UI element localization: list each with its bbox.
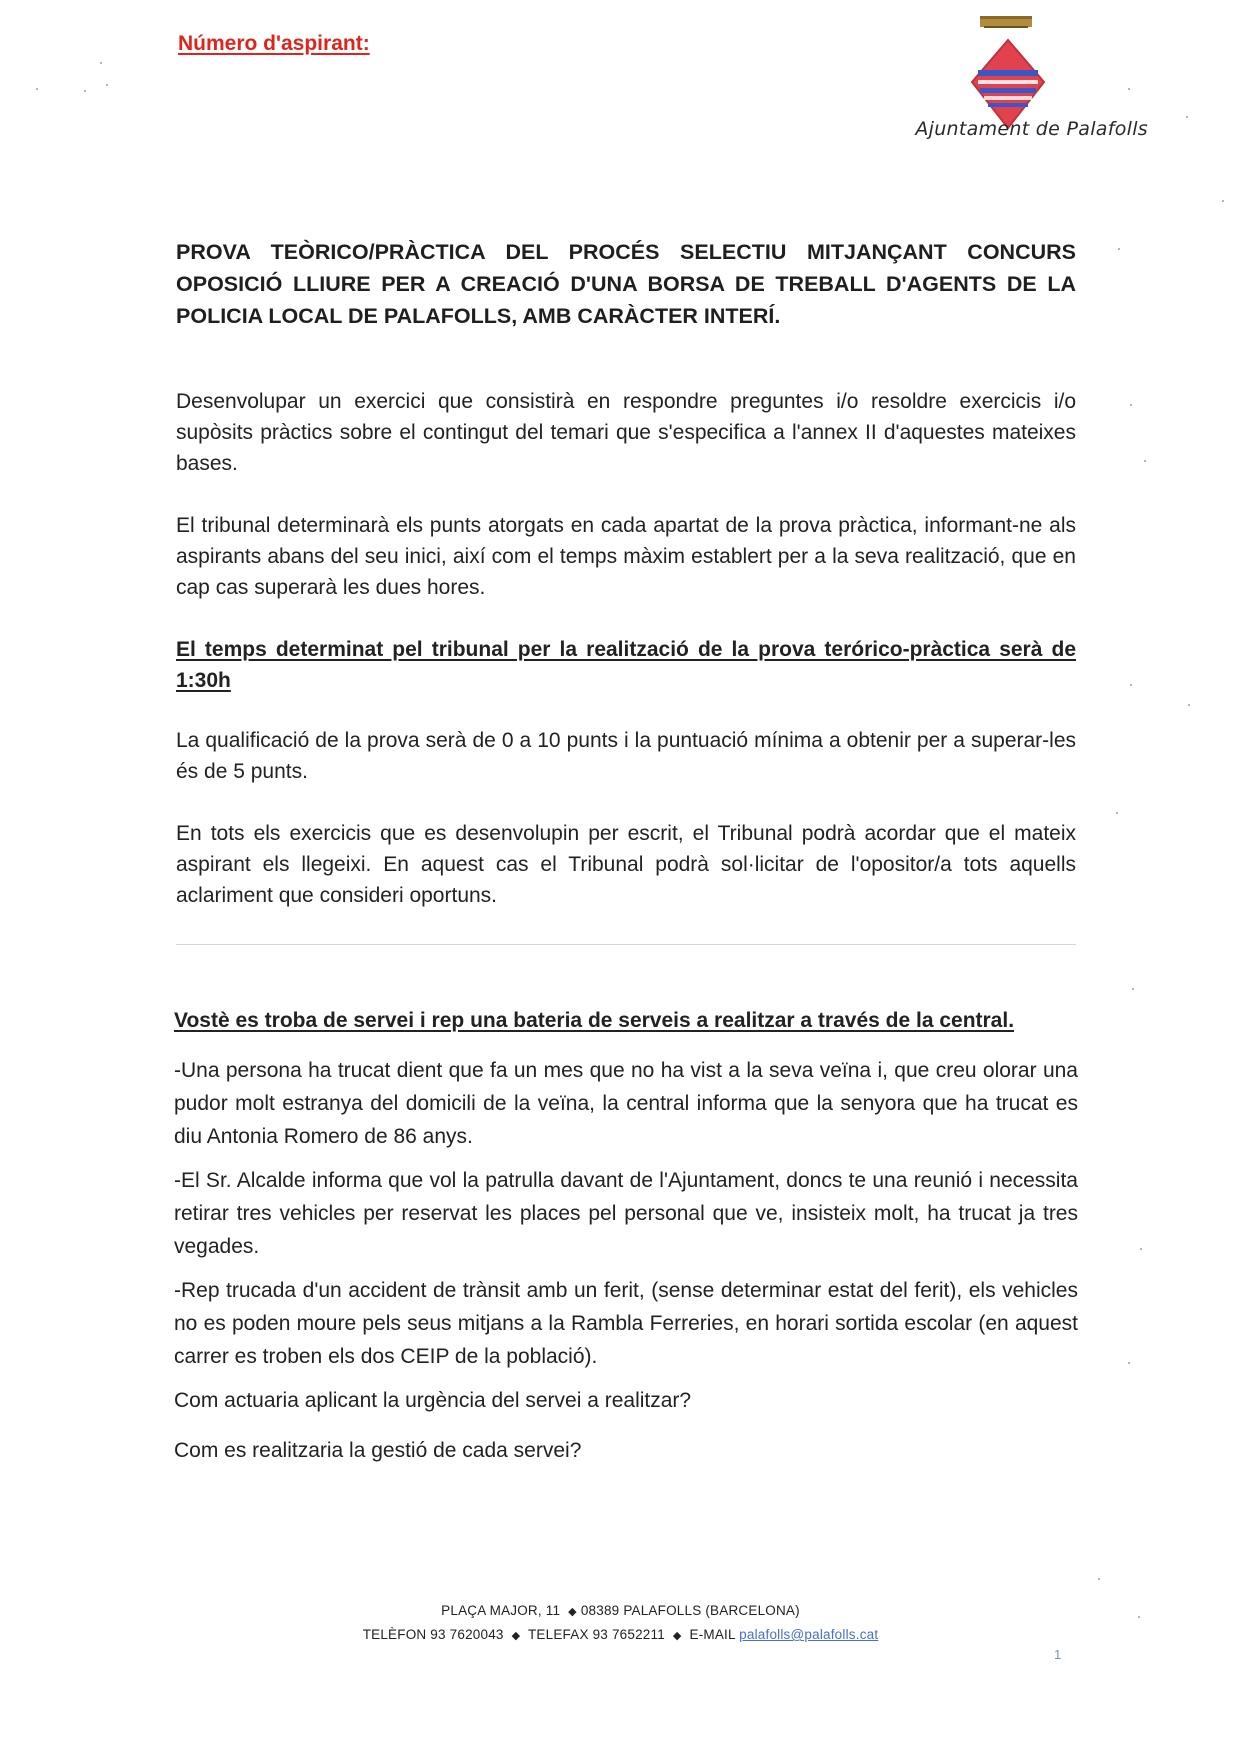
scan-speck	[1132, 988, 1134, 990]
footer-fax: TELEFAX 93 7652211	[527, 1627, 665, 1642]
footer-contact-line	[0, 1627, 1241, 1642]
scenario-question: Com es realitzaria la gestió de cada servei?	[174, 1439, 582, 1462]
scenario-question: Com actuaria aplicant la urgència del servei a realitzar?	[174, 1389, 692, 1412]
scan-speck	[1140, 1248, 1142, 1250]
scan-speck	[1098, 1578, 1100, 1580]
scenario-item: -Rep trucada d'un accident de trànsit amb un ferit, (sense determinar estat del ferit), els vehicles no es poden moure pels seus mitjans a la Rambla Ferreries, en horari sortida escolar (en aquest carrer es troben els dos CEIP de la població).	[174, 1279, 1078, 1368]
scenario-item: -Una persona ha trucat dient que fa un mes que no ha vist a la seva veïna i, que creu olorar una pudor molt estranya del domicili de la veïna, la central informa que la senyora que ha trucat es diu Antonia Romero de 86 anys.	[174, 1059, 1078, 1148]
footer-email-label: E-MAIL	[689, 1627, 736, 1642]
diamond-separator-icon: ◆	[568, 1606, 577, 1618]
scan-speck	[1138, 1616, 1140, 1618]
scan-speck	[1116, 812, 1118, 814]
page-number: 1	[1054, 1647, 1062, 1662]
document-title: PROVA TEÒRICO/PRÀCTICA DEL PROCÉS SELECTIU MITJANÇANT CONCURS OPOSICIÓ LLIURE PER A CREACIÓ D'UNA BORSA DE TREBALL D'AGENTS DE LA POLICIA LOCAL DE PALAFOLLS, AMB CARÀCTER INTERÍ.	[176, 240, 1076, 328]
scan-speck	[1128, 1362, 1130, 1364]
scan-speck	[1128, 88, 1130, 90]
divider	[176, 944, 1076, 945]
scenario-heading: Vostè es troba de servei i rep una bateria de serveis a realitzar a través de la central.	[174, 1009, 1015, 1032]
municipal-logo	[968, 14, 1048, 124]
crown-icon	[978, 14, 1034, 30]
rules-paragraph: En tots els exercicis que es desenvolupin per escrit, el Tribunal podrà acordar que el mateix aspirant els llegeixi. En aquest cas el Tribunal podrà sol·licitar de l'opositor/a tots aquells aclariment que consideri oportuns.	[176, 822, 1076, 907]
aspirant-number-label: Número d'aspirant:	[178, 32, 370, 55]
intro-paragraph: Desenvolupar un exercici que consistirà en respondre preguntes i/o resoldre exercicis i/o supòsits pràctics sobre el contingut del temari que s'especifica a l'annex II d'aquestes mateixes bases.	[176, 390, 1076, 475]
scan-speck	[1130, 404, 1132, 406]
footer-address-line	[0, 1603, 1241, 1618]
intro-paragraph: El tribunal determinarà els punts atorgats en cada apartat de la prova pràctica, informant-ne als aspirants abans del seu inici, així com el temps màxim establert per a la seva realització, que en cap cas superarà les dues hores.	[176, 514, 1076, 599]
scan-speck	[106, 84, 108, 86]
scan-speck	[1144, 460, 1146, 462]
diamond-separator-icon: ◆	[511, 1630, 521, 1642]
scan-speck	[84, 90, 86, 92]
time-notice: El temps determinat pel tribunal per la realització de la prova terórico-pràctica serà de 1:30h	[176, 638, 1076, 692]
scan-speck	[100, 62, 102, 64]
scan-speck	[1186, 116, 1188, 118]
rules-paragraph: La qualificació de la prova serà de 0 a 10 punts i la puntuació mínima a obtenir per a superar-les és de 5 punts.	[176, 729, 1076, 783]
scan-speck	[1188, 704, 1190, 706]
footer-address: PLAÇA MAJOR, 11	[441, 1603, 561, 1618]
scenario-item: -El Sr. Alcalde informa que vol la patrulla davant de l'Ajuntament, doncs te una reunió i necessita retirar tres vehicles per reservat les places pel personal que ve, insisteix molt, ha trucat ja tres vegades.	[174, 1169, 1078, 1258]
diamond-separator-icon: ◆	[672, 1630, 682, 1642]
footer-postal: 08389 PALAFOLLS (BARCELONA)	[580, 1603, 800, 1618]
footer-email-link[interactable]: palafolls@palafolls.cat	[739, 1627, 879, 1642]
scan-speck	[36, 88, 38, 90]
scan-speck	[1222, 200, 1224, 202]
organization-name: Ajuntament de Palafolls	[915, 118, 1148, 140]
scan-speck	[1118, 248, 1120, 250]
footer-phone: TELÈFON 93 7620043	[362, 1627, 504, 1642]
scan-speck	[1130, 684, 1132, 686]
